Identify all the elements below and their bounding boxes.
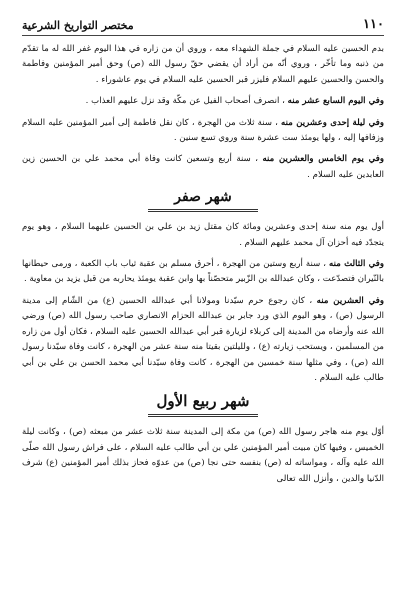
- heading-divider: [148, 209, 258, 212]
- paragraph: [22, 257, 384, 288]
- section-heading-rabi-al-awwal: شهر ربيع الأول: [156, 392, 250, 411]
- paragraph: [22, 294, 384, 386]
- paragraph-text: أوّل يوم منه هاجر رسول الله (ص) من مكة إلى المدينة سنة ثلاث عشر من مبعثه (ص) ، وكانت ليلة الخميس ، وفيها كان مبيت أمير المؤمنين علي بن أبي طالب عليه السلام ، على فراش رسول الله صلّى الله عليه وآله ، ومواساته له (ص) بنفسه حتى نجا (ص) من عدوّه فحاز بذلك أمير المؤمنين (ع) شرف الدّنيا والدين ، وأنزل الله تعالى: [22, 427, 384, 484]
- page-body: [22, 42, 384, 493]
- paragraph: [22, 220, 384, 251]
- paragraph-text: ، كان رجوع حرم سيّدنا ومولانا أبي عبدالله الحسين (ع) من الشّام إلى مدينة الرسول (ص) ، وهو اليوم الذي ورد جابر بن عبدالله الحزام الانصاري صاحب رسول الله (ص) ورضي الله عنه وأرضاه من المدينة إلى كربلاء لزيارة قبر أبي عبدالله الحسين عليه السلام ، فكان أول من زاره من المسلمين ، ويستحب زيارته (ع) ، ولليلتين بقيتا منه سنة عشر من الهجرة ، كانت وفاة سيّدنا رسول الله (ص) ، وفي مثلها سنة خمسين من الهجرة ، كانت وفاة سيّدنا أبي محمد الحسن بن علي بن أبي طالب عليه السلام .: [22, 295, 384, 383]
- paragraph-text: ، سنة أربع وستين من الهجرة ، أحرق مسلم بن عقبة ثياب باب الكعبة ، ورمى حيطانها بالنّيران فتصدّعت ، وكان عبدالله بن الزّبير متحصّناً بها وابن عقبة يومئذ يحاربه من قبل يزيد بن معاوية .: [22, 259, 384, 285]
- paragraph-text: ، سنة ثلاث من الهجرة ، كان نقل فاطمة إلى أمير المؤمنين عليه السلام وزفافها إليه ، ولها يومئذ ست عشرة سنة وروي تسع سنين .: [22, 117, 384, 144]
- paragraph-lead: وفي يوم الخامس والعشرين منه: [262, 154, 384, 165]
- paragraph-text: بدم الحسين عليه السلام في جملة الشهداء معه ، وروي أن من زاره في هذا اليوم غفر الله له ما تقدّم من ذنبه وما تأخّر ، وروي أنّه من أراد أن يقضي حقّ رسول الله (ص) وحق أمير المؤمنين وفاطمة والحسن والحسين عليهم السلام فليزر قبر الحسين عليه السلام في يوم عاشوراء .: [22, 44, 384, 85]
- paragraph: [22, 116, 384, 147]
- paragraph-lead: وفي العشرين منه: [316, 295, 384, 306]
- heading-divider: [148, 414, 258, 417]
- section-heading-safar: شهر صفر: [174, 189, 232, 206]
- paragraph-text: ، سنة أربع وتسعين كانت وفاة أبي محمد علي بن الحسين زين العابدين عليه السلام .: [22, 154, 384, 180]
- running-title: مختصر التواريخ الشرعية: [22, 19, 134, 32]
- paragraph-lead: وفي اليوم السابع عشر منه: [287, 96, 384, 107]
- paragraph: [22, 425, 384, 487]
- paragraph: [22, 152, 384, 183]
- page-number: ١١٠: [363, 17, 384, 32]
- paragraph-text: أول يوم منه سنة إحدى وعشرين ومائة كان مقتل زيد بن علي بن الحسين عليهما السلام ، وهو يوم يتجدّد فيه أحزان آل محمد عليهم السلام .: [22, 222, 384, 248]
- paragraph: [22, 42, 384, 88]
- paragraph-lead: وفي ليلة إحدى وعشرين منه: [281, 117, 384, 128]
- paragraph-lead: وفي الثالث منه: [329, 259, 385, 270]
- page-header: [22, 10, 384, 36]
- paragraph-text: ، انصرف أصحاب الفيل عن مكّة وقد نزل عليهم العذاب .: [85, 96, 288, 107]
- paragraph: [22, 94, 384, 109]
